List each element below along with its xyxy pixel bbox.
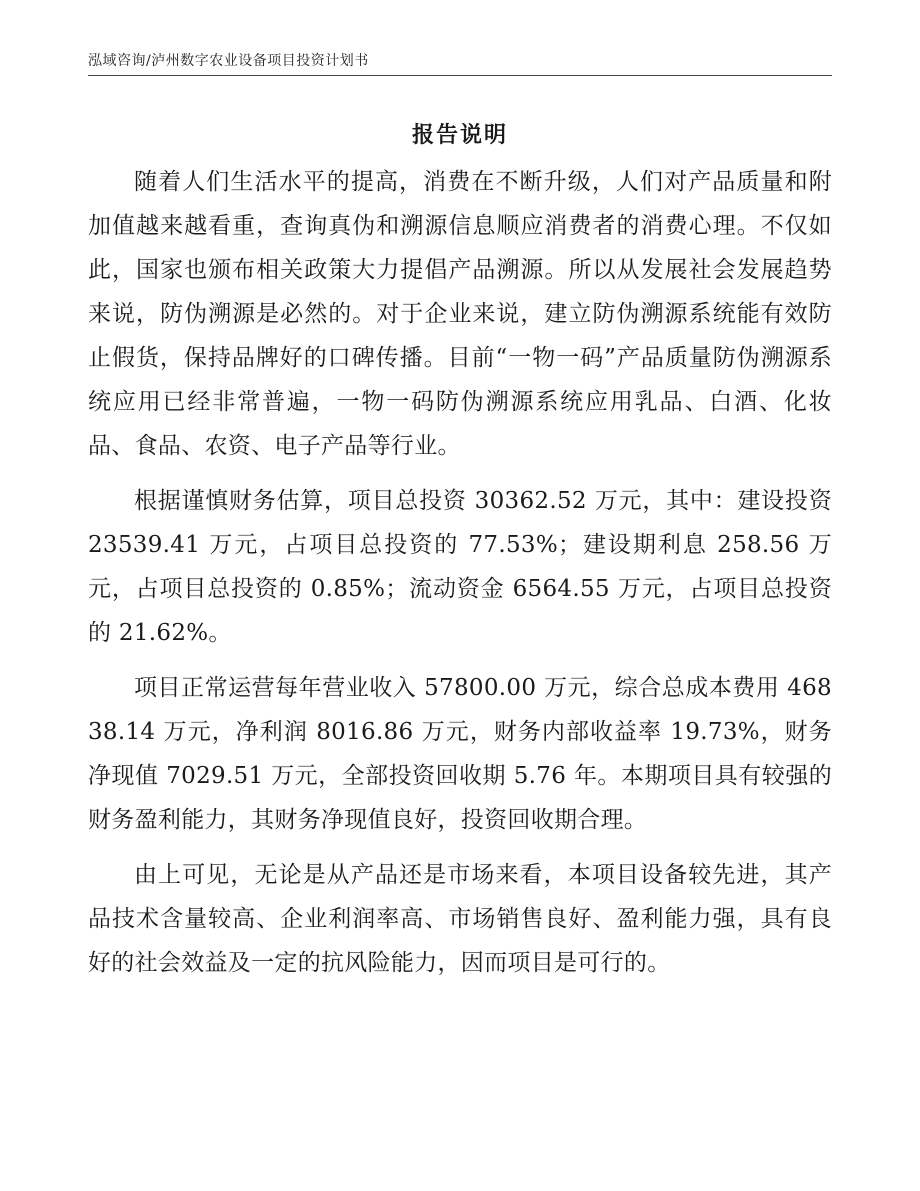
- paragraph-investment: 根据谨慎财务估算，项目总投资 30362.52 万元，其中：建设投资 23539.41 万元，占项目总投资的 77.53%；建设期利息 258.56 万元，占项目总投资的 0.85%；流动资金 6564.55 万元，占项目总投资的 21.62%。: [88, 488, 832, 646]
- paragraph-financials: 项目正常运营每年营业收入 57800.00 万元，综合总成本费用 46838.14 万元，净利润 8016.86 万元，财务内部收益率 19.73%，财务净现值 7029.51 万元，全部投资回收期 5.76 年。本期项目具有较强的财务盈利能力，其财务净现值良好，投资回收期合理。: [88, 675, 832, 833]
- paragraph-conclusion: 由上可见，无论是从产品还是市场来看，本项目设备较先进，其产品技术含量较高、企业利润率高、市场销售良好、盈利能力强，具有良好的社会效益及一定的抗风险能力，因而项目是可行的。: [88, 862, 832, 976]
- document-body: [88, 160, 832, 996]
- header-divider: [88, 75, 832, 76]
- running-header: 泓域咨询/泸州数字农业设备项目投资计划书: [88, 53, 369, 69]
- document-title: 报告说明: [411, 122, 508, 148]
- paragraph-background: 随着人们生活水平的提高，消费在不断升级，人们对产品质量和附加值越来越看重，查询真伪和溯源信息顺应消费者的消费心理。不仅如此，国家也颁布相关政策大力提倡产品溯源。所以从发展社会发展趋势来说，防伪溯源是必然的。对于企业来说，建立防伪溯源系统能有效防止假货，保持品牌好的口碑传播。目前“一物一码”产品质量防伪溯源系统应用已经非常普遍，一物一码防伪溯源系统应用乳品、白酒、化妆品、食品、农资、电子产品等行业。: [88, 169, 832, 459]
